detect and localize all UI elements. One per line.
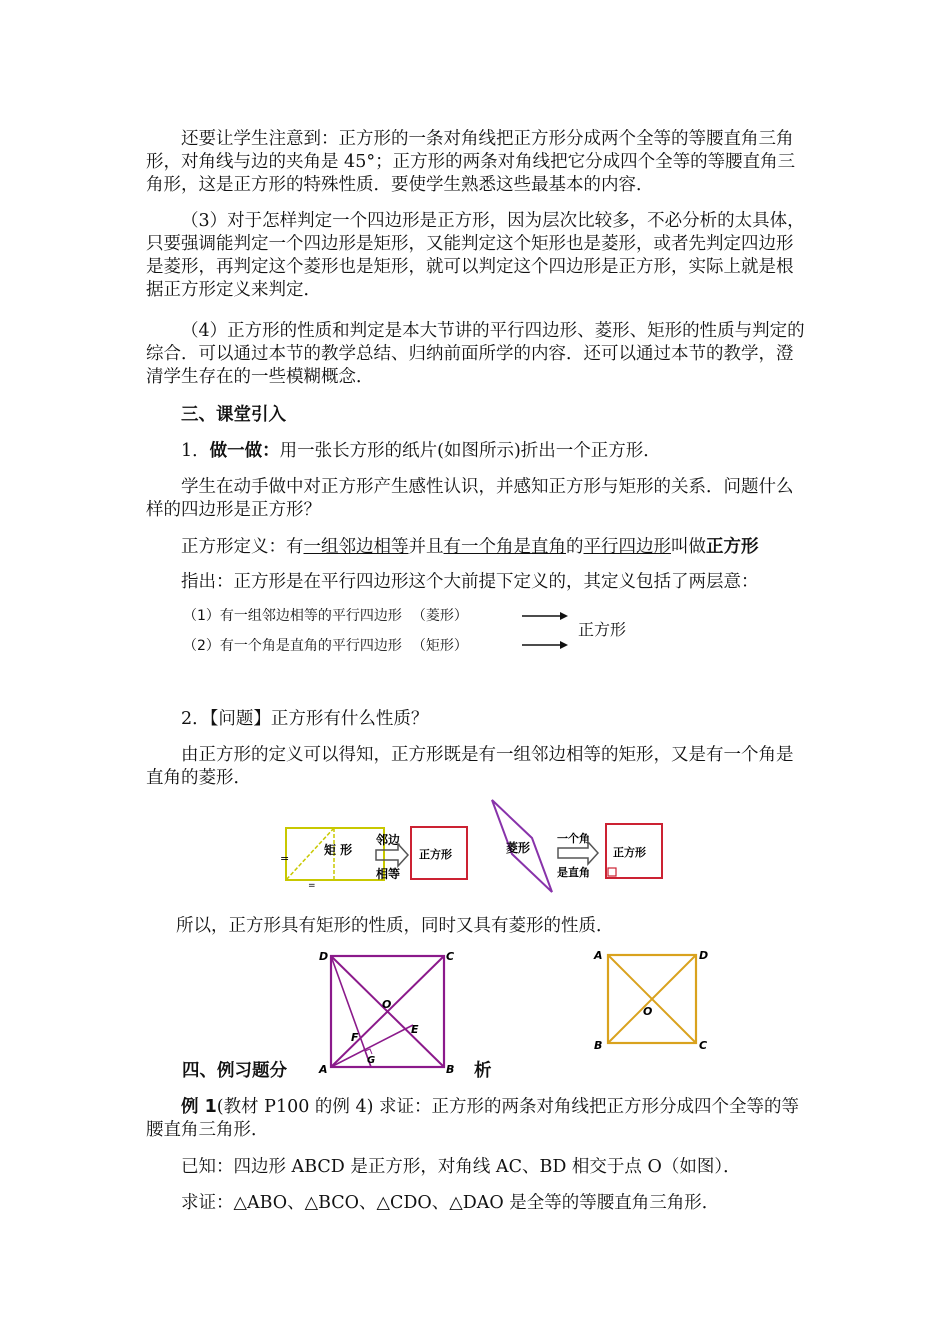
paragraph-student-perception: 学生在动手做中对正方形产生感性认识，并感知正方形与矩形的关系．问题什么样的四边形是正方形？ [146, 477, 794, 520]
tick-left: = [280, 852, 290, 865]
heading-example-analysis-a: 四、例习题分 [182, 1061, 287, 1081]
label-A: A [319, 1063, 328, 1076]
label-F: F [351, 1031, 359, 1044]
arrow-icon [376, 844, 408, 866]
arrow-icon [558, 842, 598, 864]
arrow-icon [522, 612, 568, 620]
arrow2-bottom-label: 是直角 [557, 866, 590, 879]
def-parallelogram: 平行四边形 [583, 537, 671, 557]
given-statement: 已知：四边形 ABCD 是正方形，对角线 AC、BD 相交于点 O（如图）． [181, 1157, 741, 1177]
def-term: 正方形 [706, 537, 759, 557]
label-C: C [699, 1039, 708, 1052]
def-right-angle: 有一个角是直角 [443, 537, 566, 557]
label-E: E [411, 1023, 419, 1036]
label-B: B [446, 1063, 455, 1076]
row1-tag: （菱形） [411, 608, 468, 624]
def-adjacent-equal: 一组邻边相等 [303, 537, 409, 557]
example-1 [146, 1096, 810, 1142]
paragraph-square-definition-derivation: 由正方形的定义可以得知，正方形既是有一组邻边相等的矩形，又是有一个角是直角的菱形． [146, 745, 794, 788]
definition-result: 正方形 [578, 620, 627, 639]
square-figure-left [315, 945, 460, 1075]
square1-label: 正方形 [419, 848, 452, 861]
arrow-icon [522, 641, 568, 649]
item-question: 2．【问题】正方形有什么性质？ [181, 709, 429, 729]
paragraph-judgement: （3）对于怎样判定一个四边形是正方形，因为层次比较多，不必分析的太具体，只要强调能判定一个四边形是矩形，又能判定这个矩形也是菱形，或者先判定四边形是菱形，再判定这个菱形也是矩形，就可以判定这个四边形是正方形，实际上就是根据正方形定义来判定． [146, 211, 805, 300]
item1-number: 1． [181, 441, 210, 461]
square-figure-right [590, 945, 715, 1055]
item-do-it [146, 440, 810, 463]
definition-row-2 [183, 635, 468, 655]
example1-label: 例 1 [181, 1097, 217, 1117]
label-A: A [594, 949, 603, 962]
label-G: G [367, 1055, 376, 1066]
def-mid2: 的 [566, 537, 584, 557]
paragraph-diagonal-property: 还要让学生注意到：正方形的一条对角线把正方形分成两个全等的等腰直角三角形，对角线与边的夹角是 45°；正方形的两条对角线把它分成四个全等的等腰直角三角形，这是正方形的特殊性质．要使学生熟悉这些最基本的内容． [146, 129, 796, 195]
row2-tag: （矩形） [411, 638, 468, 654]
label-B: B [594, 1039, 603, 1052]
right-angle-mark [608, 868, 616, 876]
example1-text: (教材 P100 的例 4) 求证：正方形的两条对角线把正方形分成四个全等的等腰直角三角形． [146, 1097, 799, 1140]
rectangle-label: 矩 形 [324, 843, 353, 857]
def-mid3: 叫做 [671, 537, 706, 557]
label-D: D [319, 950, 329, 963]
paragraph-point-out: 指出：正方形是在平行四边形这个大前提下定义的，其定义包括了两层意： [181, 572, 759, 592]
def-prefix: 正方形定义：有 [181, 537, 304, 557]
rhombus-label: 菱形 [506, 841, 531, 855]
label-D: D [699, 949, 709, 962]
paragraph-synthesis: （4）正方形的性质和判定是本大节讲的平行四边形、菱形、矩形的性质与判定的综合．可以通过本节的教学总结、归纳前面所学的内容．还可以通过本节的教学，澄清学生存在的一些模糊概念． [146, 321, 805, 387]
heading-example-analysis-b: 析 [474, 1061, 492, 1081]
square-definition [146, 536, 810, 559]
definition-arrows [520, 606, 580, 656]
def-mid1: 并且 [408, 537, 444, 557]
prove-statement: 求证：△ABO、△BCO、△CDO、△DAO 是全等的等腰直角三角形． [181, 1193, 720, 1213]
heading-classroom-intro: 三、课堂引入 [181, 405, 286, 425]
item1-text: 用一张长方形的纸片(如图所示)折出一个正方形． [279, 441, 661, 461]
row1-text: （1）有一组邻边相等的平行四边形 [183, 608, 402, 624]
definition-row-1 [183, 605, 468, 625]
rect-rhombus-square-diagram [280, 800, 670, 890]
square2-label: 正方形 [613, 846, 646, 859]
arrow1-top-label: 邻边 [376, 833, 401, 847]
row2-text: （2）有一个角是直角的平行四边形 [183, 638, 402, 654]
label-C: C [446, 950, 455, 963]
tick-bottom: = [308, 881, 316, 891]
label-O: O [643, 1005, 653, 1018]
label-O: O [382, 998, 392, 1011]
paragraph-conclusion: 所以，正方形具有矩形的性质，同时又具有菱形的性质． [176, 916, 614, 936]
arrow1-bottom-label: 相等 [376, 867, 401, 881]
item1-bold: 做一做： [209, 441, 280, 461]
arrow2-top-label: 一个角 [557, 832, 590, 845]
